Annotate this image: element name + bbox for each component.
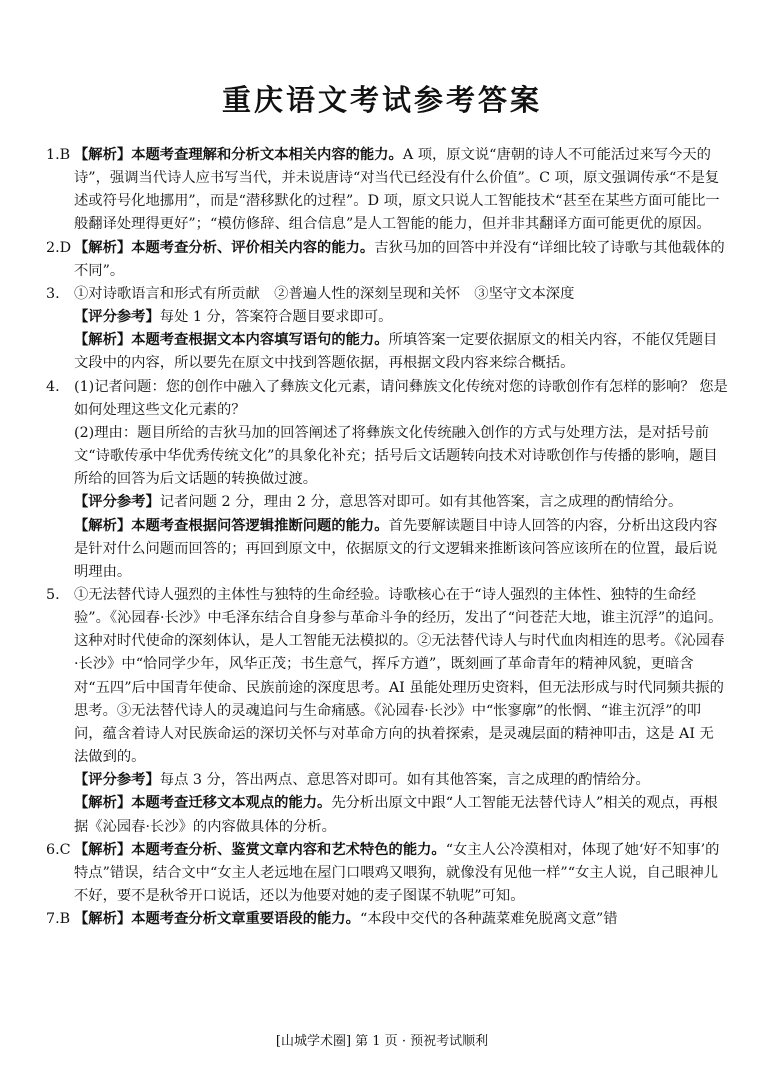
answer-item: [46, 144, 728, 237]
answer-body: [74, 283, 728, 306]
answer-sub-paragraph: [74, 306, 728, 329]
analysis-lead: 本题考查迁移文本观点的能力。: [131, 795, 332, 812]
answer-number: 1.B: [46, 147, 71, 163]
sub-text: (2)理由：题目所给的吉狄马加的回答阐述了将彝族文化传统融入创作的方式与处理方法，是对括号前文“诗歌传承中华优秀传统文化”的具象化补充；括号后文话题转向技术对诗歌创作与传播的影响，题目所给的回答为后文话题的转换做过渡。: [74, 424, 718, 488]
answer-item: [46, 584, 728, 839]
answer-number: 7.B: [46, 911, 71, 928]
analysis-lead: 本题考查根据文本内容填写语句的能力。: [131, 332, 389, 349]
analysis-lead: 本题考查分析文章重要语段的能力。: [131, 911, 360, 928]
analysis-tag: 【解析】: [74, 911, 132, 928]
answer-body: [74, 584, 728, 769]
answer-item: [46, 283, 728, 376]
answer-item: [46, 839, 728, 908]
answer-list: [46, 144, 728, 931]
answer-number: 2.D: [46, 239, 72, 256]
analysis-lead: 本题考查理解和分析文本相关内容的能力。: [131, 147, 403, 163]
score-tag: 【解析】: [74, 517, 132, 534]
sub-text: 首先要解读题目中诗人回答的内容，分析出这段内容是针对什么问题而回答的；再回到原文中，依据原文的行文逻辑来推断该问答应该所在的位置，最后说明理由。: [74, 517, 718, 580]
answer-number: 3.: [46, 285, 60, 302]
sub-text: 每处 1 分，答案符合题目要求即可。: [159, 309, 393, 326]
score-tag: 【解析】: [74, 332, 132, 349]
score-tag: 【解析】: [74, 795, 132, 812]
answer-sub-paragraph: [74, 792, 728, 838]
analysis-tag: 【解析】: [74, 841, 132, 858]
answer-item: [46, 237, 728, 283]
page-footer: [山城学术圈] 第 1 页 · 预祝考试顺利: [275, 1034, 489, 1049]
answer-body: [74, 376, 728, 422]
analysis-lead: 本题考查根据问答逻辑推断问题的能力。: [131, 517, 389, 534]
answer-text: A 项，原文说“唐朝的诗人不可能活过来写今天的诗”，强调当代诗人应书写当代，并未说唐诗“对当代已经没有什么价值”。C 项，原文强调传承“不是复述或符号化地挪用”，而是“潜移默化的过程”。D 项，原文只说人工智能技术“甚至在某些方面可能比一般翻译处理得更好”；“模仿修辞、组合信息”是人工智能的能力，但并非其翻译方面可能更优的原因。: [74, 147, 720, 233]
answer-body: [74, 237, 728, 283]
analysis-lead: 本题考查分析、鉴赏文章内容和艺术特色的能力。: [131, 841, 446, 858]
score-tag: 【评分参考】: [74, 309, 160, 326]
page-title: 重庆语文考试参考答案: [221, 83, 542, 117]
answer-number: 4.: [46, 378, 60, 395]
analysis-tag: 【解析】: [74, 147, 132, 163]
answer-text: ①对诗歌语言和形式有所贡献 ②普遍人性的深刻呈现和关怀 ③坚守文本深度: [74, 285, 575, 302]
answer-sub-paragraph: [74, 422, 728, 491]
analysis-lead: 本题考查分析、评价相关内容的能力。: [131, 239, 375, 256]
answer-sub-paragraph: [74, 491, 728, 514]
answer-sub-paragraph: [74, 515, 728, 584]
answer-body: [74, 144, 728, 237]
answer-text: (1)记者问题：您的创作中融入了彝族文化元素，请问彝族文化传统对您的诗歌创作有怎样的影响？ 您是如何处理这些文化元素的？: [74, 378, 728, 418]
answer-item: [46, 908, 728, 931]
answer-number: 5.: [46, 586, 60, 603]
answer-sub-paragraph: [74, 329, 728, 375]
answer-text: ①无法替代诗人强烈的主体性与独特的生命经验。诗歌核心在于“诗人强烈的主体性、独特的生命经验”。《沁园春·长沙》中毛泽东结合自身参与革命斗争的经历，发出了“问苍茫大地，谁主沉浮”的追问。这种对时代使命的深刻体认，是人工智能无法模拟的。②无法替代诗人与时代血肉相连的思考。《沁园春·长沙》中“恰同学少年，风华正茂；书生意气，挥斥方遒”，既刻画了革命青年的精神风貌，更暗含对“五四”后中国青年使命、民族前途的深度思考。AI 虽能处理历史资料，但无法形成与时代同频共振的思考。③无法替代诗人的灵魂追问与生命痛感。《沁园春·长沙》中“怅寥廓”的怅惘、“谁主沉浮”的叩问，蕴含着诗人对民族命运的深切关怀与对革命方向的执着探索，是灵魂层面的精神叩击，这是 AI 无法做到的。: [74, 586, 725, 766]
answer-number: 6.C: [46, 841, 71, 858]
answer-body: [74, 908, 728, 931]
sub-text: 每点 3 分，答出两点、意思答对即可。如有其他答案，言之成理的酌情给分。: [159, 772, 650, 789]
answer-sub-paragraph: [74, 769, 728, 792]
sub-text: 记者问题 2 分，理由 2 分，意思答对即可。如有其他答案，言之成理的酌情给分。: [159, 494, 683, 511]
answer-text: “本段中交代的各种蔬菜难免脱离文意”错: [359, 911, 618, 928]
sub-text: 所填答案一定要依据原文的相关内容，不能仅凭题目文段中的内容，所以要先在原文中找到答题依据，再根据文段内容来综合概括。: [74, 332, 718, 372]
sub-text: 先分析出原文中跟“人工智能无法替代诗人”相关的观点，再根据《沁园春·长沙》的内容做具体的分析。: [74, 795, 718, 835]
answer-item: [46, 376, 728, 584]
answer-text: “女主人公冷漠相对，体现了她‘好不知事’的特点”错误，结合文中“女主人老远地在屋门口喂鸡又喂狗，就像没有见他一样”“女主人说，自己眼神儿不好，要不是秋爷开口说话，还以为他要对她的麦子图谋不轨呢”可知。: [74, 841, 720, 904]
analysis-tag: 【解析】: [74, 239, 132, 256]
score-tag: 【评分参考】: [74, 772, 160, 789]
answer-text: 吉狄马加的回答中并没有“详细比较了诗歌与其他载体的不同”。: [74, 239, 725, 279]
score-tag: 【评分参考】: [74, 494, 160, 511]
answer-body: [74, 839, 728, 908]
